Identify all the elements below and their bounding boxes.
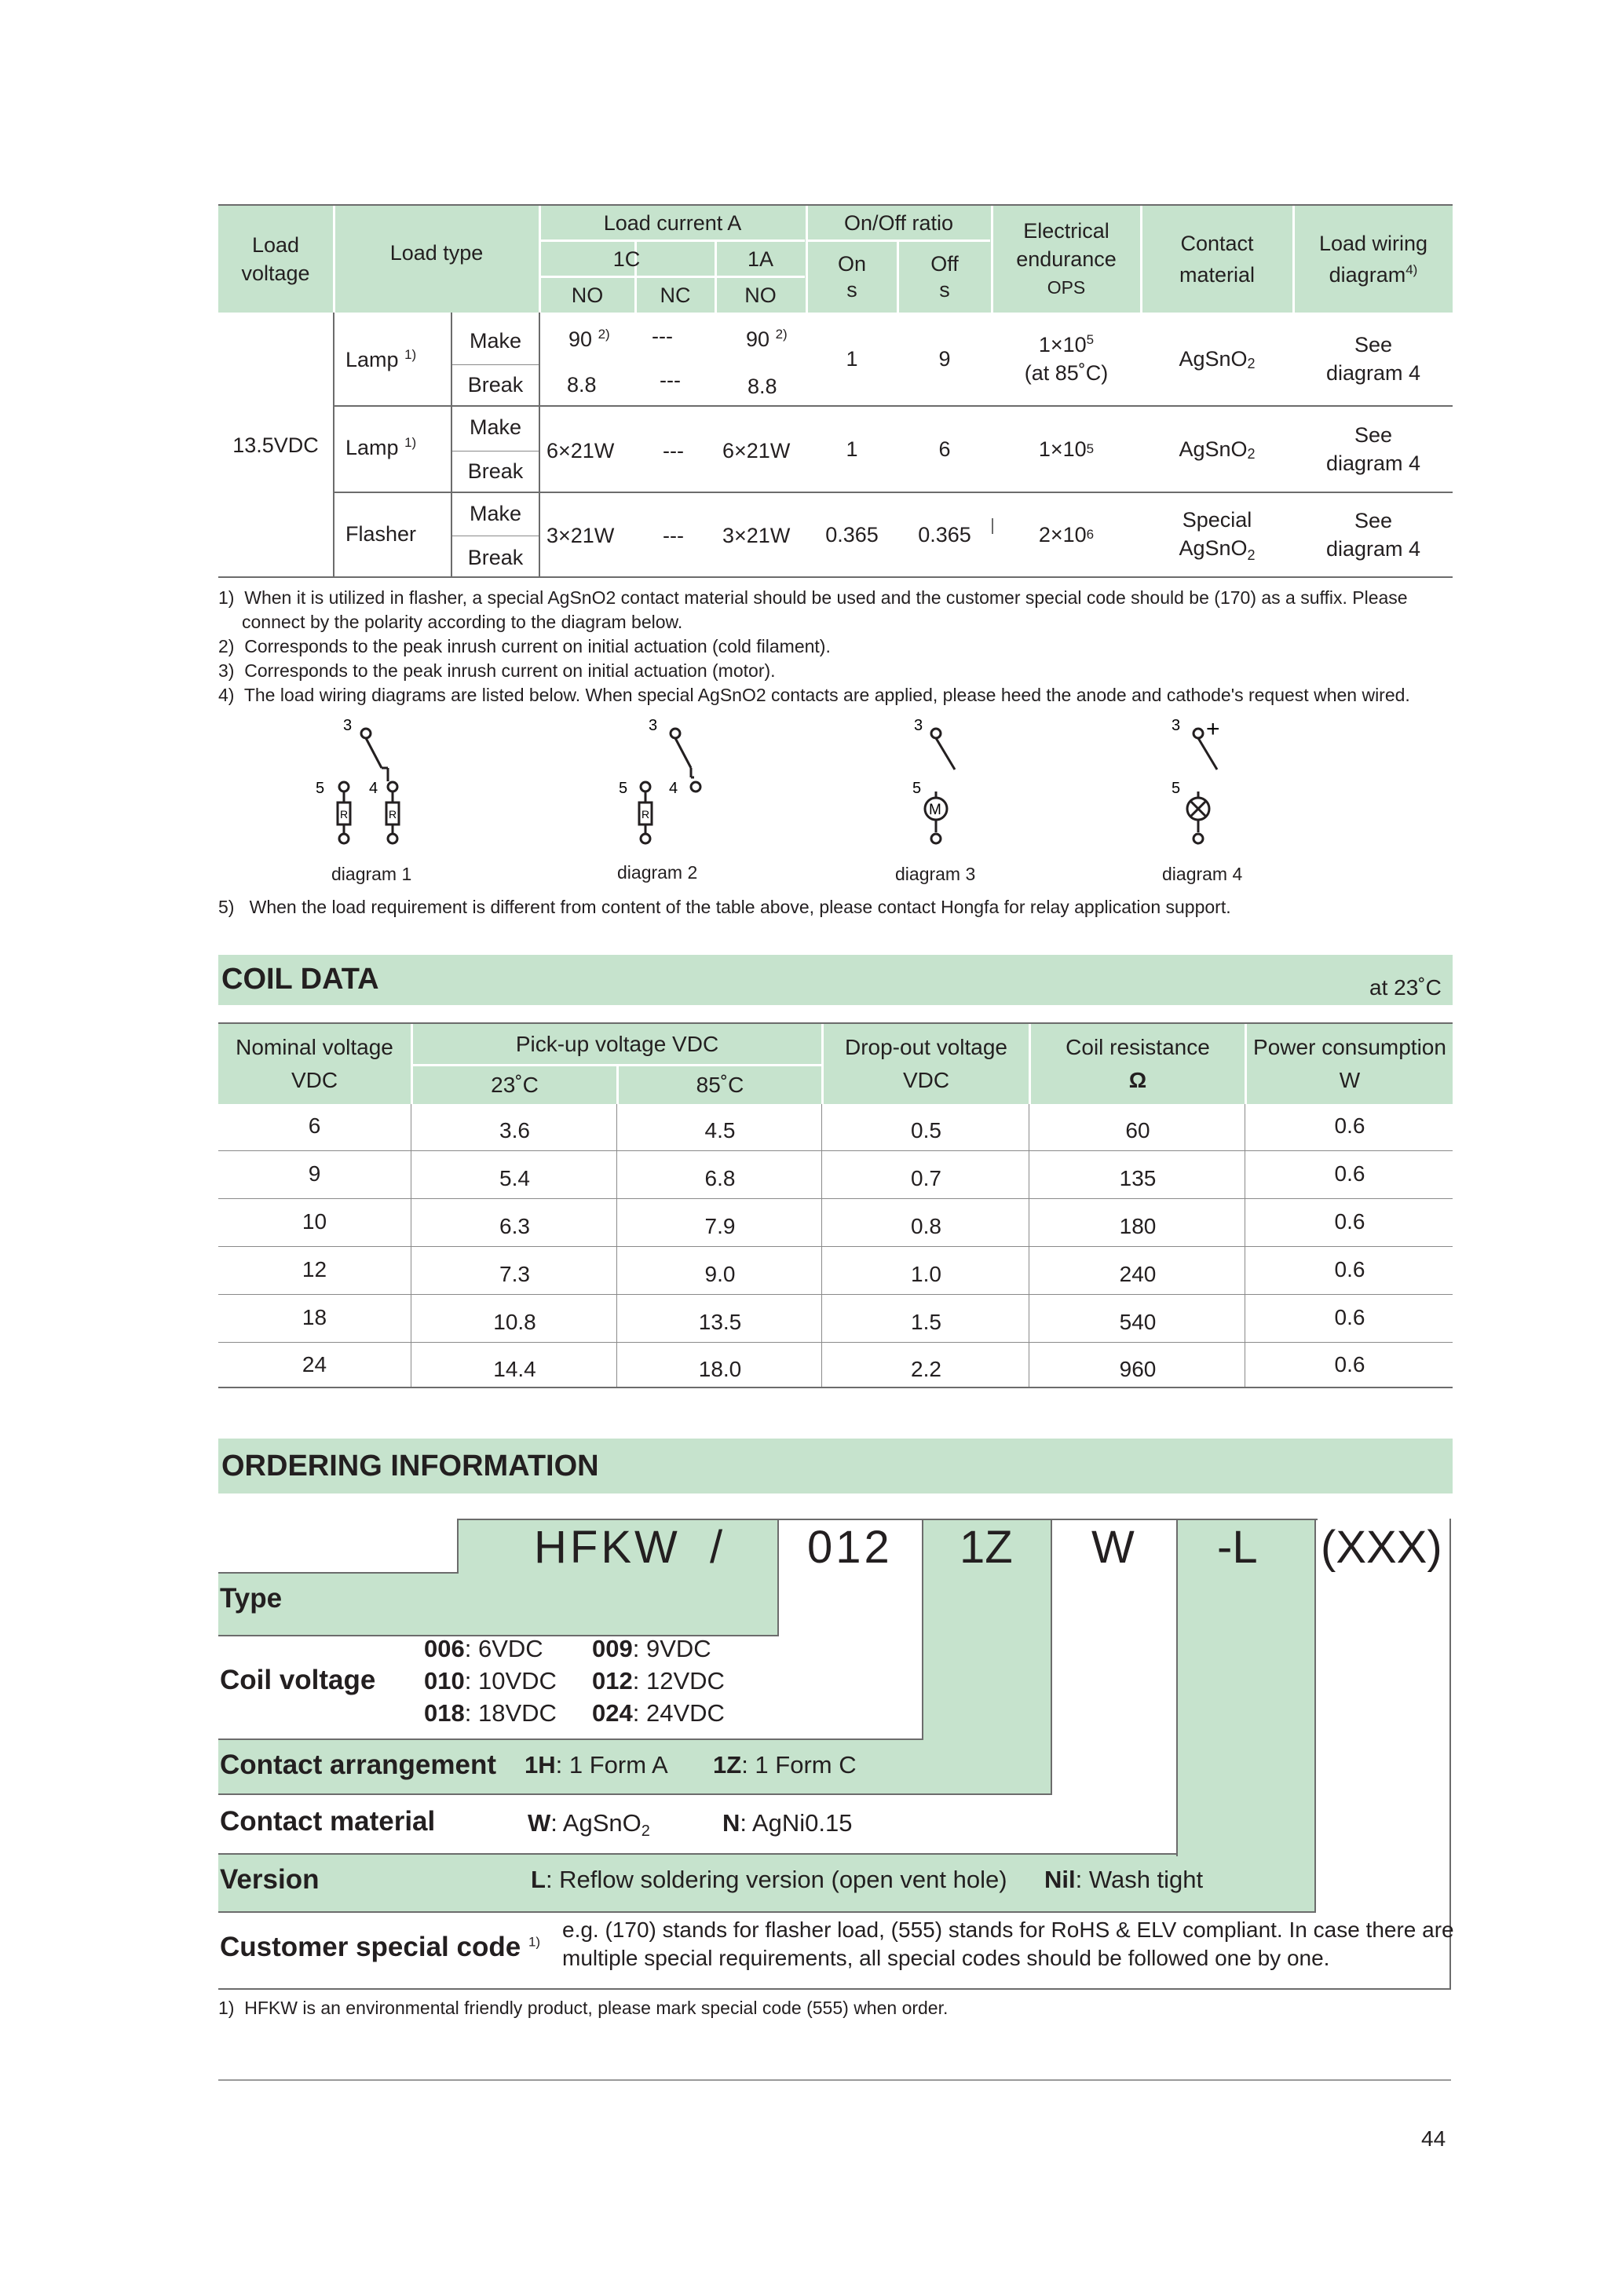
row2-on: 1 [846,437,858,461]
coil-data-banner [218,955,1453,1005]
coil-row6-dropout: 2.2 [911,1357,941,1381]
d3-motor: M [929,802,941,818]
row2-no1: 6×21W [546,439,615,462]
row1-make: Make [469,329,522,353]
coil-row2-nominal: 9 [308,1161,321,1186]
d4-pin3: 3 [1172,717,1181,734]
contact-material-label: Contact material [220,1806,436,1837]
ver-opt-nil: Nil: Wash tight [1044,1866,1204,1893]
customer-special-code-label: Customer special code $^{1)}$ [220,1932,541,1962]
diagram-3-label: diagram 3 [895,864,976,884]
coil-row1-dropout: 0.5 [911,1118,941,1143]
coil-row1-resistance: 60 [1125,1118,1150,1143]
coil-opt-010: 010: 10VDC [424,1667,557,1695]
hdr-load-type: Load type [389,241,484,265]
customer-special-code-text-1: e.g. (170) stands for flasher load, (555) stands for RoHS & ELV compliant. In case there are [562,1918,1454,1942]
coil-row2-power: 0.6 [1334,1161,1365,1186]
row1-wiring: See diagram 4 [1325,333,1421,385]
arr-opt-1z: 1Z: 1 Form C [713,1751,857,1779]
hdr-off: Off s [930,252,959,302]
coil-row1-power: 0.6 [1334,1113,1365,1138]
coil-opt-024: 024: 24VDC [592,1699,725,1727]
d3-pin5: 5 [912,780,922,797]
row1-on: 1 [846,347,858,371]
row1-nc-break: --- [660,368,681,392]
d2-pin3: 3 [649,717,658,734]
hdr-no-1: NO [571,283,604,307]
row2-make: Make [469,415,522,439]
ver-opt-l: L: Reflow soldering version (open vent hole) [531,1866,1007,1893]
coil-row4-resistance: 240 [1119,1262,1157,1286]
coil-hdr-85c: 85˚C [696,1073,744,1097]
coil-opt-018: 018: 18VDC [424,1699,557,1727]
row3-on: 0.365 [825,523,879,547]
coil-row1-p23: 3.6 [499,1118,530,1143]
code-coil: 012 [807,1522,893,1573]
ordering-footnote: 1) HFKW is an environmental friendly product, please mark special code (555) when order. [218,1998,949,2018]
hdr-load-current: Load current A [603,211,742,235]
note-4: 4) The load wiring diagrams are listed below. When special AgSnO2 contacts are applied, please heed the anode and cathode's request when wired. [218,685,1410,705]
diagram-2-label: diagram 2 [617,862,698,883]
coil-hdr-dropout: Drop-out voltage VDC [844,1035,1007,1092]
row2-break: Break [467,459,524,483]
note-2: 2) Corresponds to the peak inrush current on initial actuation (cold filament). [218,636,831,656]
row1-nc-make: --- [652,324,673,348]
coil-data-title: COIL DATA [221,963,379,996]
arr-opt-1h: 1H: 1 Form A [525,1751,668,1779]
coil-data-temp: at 23˚C [1369,975,1442,1000]
coil-opt-009: 009: 9VDC [592,1635,711,1662]
coil-row2-dropout: 0.7 [911,1166,941,1190]
coil-row5-power: 0.6 [1334,1305,1365,1329]
hdr-contact-material: Contact material [1179,232,1256,287]
coil-row4-nominal: 12 [302,1257,327,1281]
hdr-electrical-endurance: Electrical endurance OPS [1016,219,1117,298]
row1-off: 9 [938,347,951,371]
row1-no2-break: 8.8 [748,375,777,398]
coil-row5-dropout: 1.5 [911,1310,941,1334]
coil-row4-p85: 9.0 [704,1262,736,1286]
code-special: (XXX) [1321,1522,1442,1573]
note-5: 5) When the load requirement is different from content of the table above, please contact Hongfa for relay application support. [218,897,1231,917]
code-version: -L [1217,1522,1258,1573]
d1-r1: R [340,808,349,821]
note-1: 1) When it is utilized in flasher, a special AgSnO2 contact material should be used and the customer special code should be (170) as a suffix. Please [218,587,1408,608]
coil-row4-power: 0.6 [1334,1257,1365,1281]
code-arrangement: 1Z [960,1522,1013,1573]
coil-opt-012: 012: 12VDC [592,1667,725,1695]
row1-type: Lamp $^{1)}$ [345,347,417,371]
footer-rule [218,2079,1451,2081]
d2-r: R [642,808,650,821]
page-number: 44 [1421,2126,1446,2151]
coil-row2-resistance: 135 [1119,1166,1157,1190]
d1-pin5: 5 [316,780,325,797]
wiring-diagram-1 [306,715,448,879]
row1-no2-make: 90 $^{2)}$ [746,327,788,351]
d1-r2: R [389,808,397,821]
code-slash: / [710,1522,723,1573]
coil-row2-p85: 6.8 [704,1166,736,1190]
coil-row1-nominal: 6 [308,1113,321,1138]
row1-break: Break [467,373,524,397]
d2-pin5: 5 [619,780,628,797]
coil-row1-p85: 4.5 [704,1118,736,1143]
coil-row3-nominal: 10 [302,1209,327,1234]
d1-pin3: 3 [343,717,353,734]
d3-pin3: 3 [914,717,923,734]
row3-endurance: 2×10 6 [1038,523,1095,547]
coil-row6-p85: 18.0 [698,1357,742,1381]
row3-no2: 3×21W [722,524,791,547]
version-code-block [1178,1520,1316,1911]
row2-off: 6 [938,437,951,461]
coil-voltage-label: Coil voltage [220,1665,376,1695]
contact-arrangement-label: Contact arrangement [220,1749,497,1780]
customer-special-code-text-2: multiple special requirements, all special codes should be followed one by one. [562,1946,1330,1970]
code-material: W [1091,1522,1135,1573]
row3-break: Break [467,546,524,569]
coil-row6-resistance: 960 [1119,1357,1157,1381]
d4-plus: + [1206,716,1220,742]
coil-hdr-resistance: Coil resistance Ω [1066,1035,1210,1092]
mat-opt-w: W: AgSnO2 [528,1809,650,1840]
row3-type: Flasher [345,522,417,546]
wiring-diagram-2 [612,715,754,879]
hdr-1a: 1A [747,247,774,271]
row3-nc: --- [663,524,684,547]
row1-material: AgSnO 2 [1179,347,1256,371]
coil-row6-power: 0.6 [1334,1352,1365,1377]
coil-row2-p23: 5.4 [499,1166,530,1190]
row3-make: Make [469,502,522,525]
coil-row5-nominal: 18 [302,1305,327,1329]
hdr-1c: 1C [612,247,641,271]
coil-hdr-23c: 23˚C [491,1073,539,1097]
d2-pin4: 4 [669,780,678,797]
wiring-diagram-3 [903,715,1044,879]
hdr-nc: NC [660,283,691,307]
diagram-4-label: diagram 4 [1162,864,1243,884]
hdr-no-2: NO [744,283,777,307]
hdr-on: On s [837,252,867,302]
row3-material: Special AgSnO$_2$ [1179,507,1256,563]
row2-wiring: See diagram 4 [1325,423,1421,475]
coil-row3-resistance: 180 [1119,1214,1157,1238]
coil-row4-p23: 7.3 [499,1262,530,1286]
row1-no1-break: 8.8 [567,373,597,397]
row1-no1-make: 90 $^{2)}$ [568,327,610,351]
row3-off: 0.365 [918,523,971,547]
note-1-cont: connect by the polarity according to the diagram below. [242,612,683,632]
coil-row3-p85: 7.9 [704,1214,736,1238]
d1-pin4: 4 [369,780,378,797]
note-3: 3) Corresponds to the peak inrush current on initial actuation (motor). [218,660,776,681]
hdr-load-wiring: Load wiring diagram$^{4)}$ [1318,232,1428,287]
type-block [218,1574,778,1635]
d4-pin5: 5 [1172,780,1181,797]
diagram-1-label: diagram 1 [331,864,412,884]
row2-no2: 6×21W [722,439,791,462]
type-label: Type [220,1583,283,1614]
coil-row3-dropout: 0.8 [911,1214,941,1238]
coil-opt-006: 006: 6VDC [424,1635,543,1662]
row1-endurance: $1\times 10^5$ (at 85˚C) [1024,332,1109,385]
row2-material: AgSnO 2 [1179,437,1256,462]
coil-row5-p85: 13.5 [698,1310,742,1334]
row3-wiring: See diagram 4 [1325,509,1421,561]
wiring-diagram-4 [1170,715,1311,879]
version-label: Version [220,1864,320,1895]
mat-opt-n: N: AgNi0.15 [722,1809,853,1837]
row2-type: Lamp $^{1)}$ [345,435,417,459]
ordering-title: ORDERING INFORMATION [221,1450,599,1483]
load-voltage-value: 13.5VDC [232,433,319,457]
row2-endurance: 1×10 5 [1038,437,1095,461]
code-type: HFKW [534,1522,681,1573]
coil-row5-resistance: 540 [1119,1310,1157,1334]
coil-row3-p23: 6.3 [499,1214,530,1238]
coil-row6-p23: 14.4 [493,1357,536,1381]
coil-hdr-power: Power consumption W [1253,1035,1446,1092]
coil-row5-p23: 10.8 [493,1310,536,1334]
hdr-onoff: On/Off ratio [843,211,954,235]
row3-no1: 3×21W [546,524,615,547]
hdr-load-voltage: Load voltage [241,233,310,285]
coil-hdr-nominal: Nominal voltage VDC [236,1035,393,1092]
coil-row3-power: 0.6 [1334,1209,1365,1234]
coil-row4-dropout: 1.0 [911,1262,941,1286]
row2-nc: --- [663,439,684,462]
coil-row6-nominal: 24 [302,1352,327,1377]
coil-hdr-pickup: Pick-up voltage VDC [515,1032,719,1056]
